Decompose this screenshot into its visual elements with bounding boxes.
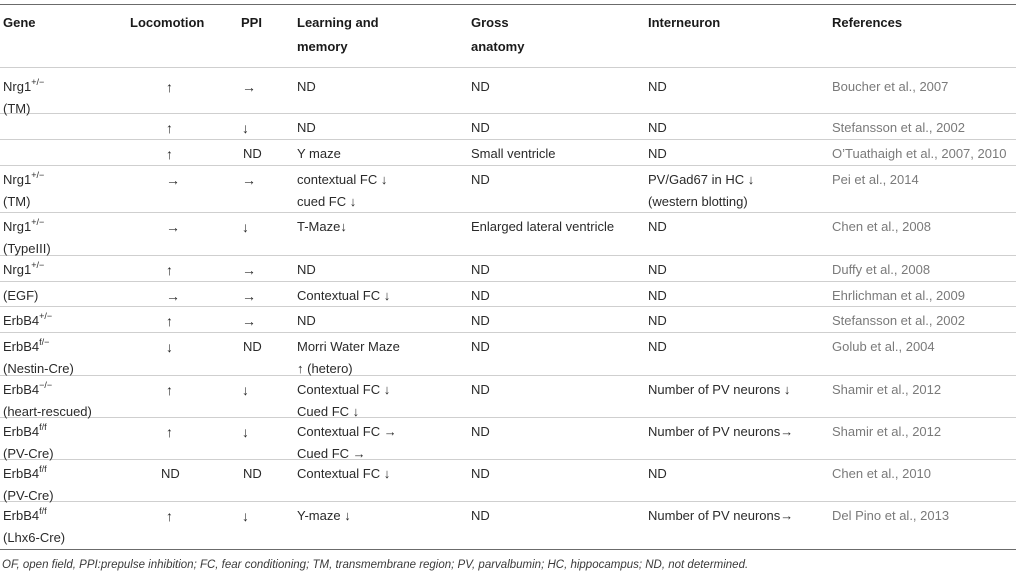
gene-base: Nrg1 <box>3 172 32 187</box>
learning-memory-cell <box>297 259 316 281</box>
gene-variant: (PV-Cre) <box>3 488 54 503</box>
interneuron-line1: PV/Gad67 in HC ↓ <box>648 172 755 187</box>
gene-variant: (TypeIII) <box>3 241 51 256</box>
ppi-value: ND <box>243 466 262 481</box>
locomotion-value: → <box>166 288 180 304</box>
gene-genotype: +/− <box>39 310 53 321</box>
gene-variant: (Lhx6-Cre) <box>3 530 66 545</box>
interneuron-line2: (western blotting) <box>648 194 748 209</box>
gene-variant: (TM) <box>3 101 31 116</box>
gross-anatomy-value: Small ventricle <box>471 146 556 161</box>
gross-anatomy-value: ND <box>471 120 490 135</box>
gene-cell <box>3 463 54 507</box>
gene-cell <box>3 169 44 213</box>
header-gene: Gene <box>3 15 36 30</box>
gene-name <box>3 379 92 401</box>
header-gross-anatomy <box>471 11 524 59</box>
header-gross-line1: Gross <box>471 15 509 30</box>
header-learning <box>297 11 379 59</box>
gene-genotype: +/− <box>31 259 45 270</box>
header-locomotion: Locomotion <box>130 15 205 30</box>
gross-anatomy-value: ND <box>471 466 490 481</box>
interneuron-cell <box>648 379 790 401</box>
gross-anatomy-value: ND <box>471 79 490 94</box>
gene-name <box>3 463 54 485</box>
gene-base: ErbB4 <box>3 382 40 397</box>
locomotion-value: ↑ <box>166 79 173 95</box>
gene-cell <box>3 379 92 423</box>
gross-anatomy-value: ND <box>471 288 490 303</box>
gene-name <box>3 169 44 191</box>
ppi-value: ↓ <box>242 508 249 524</box>
reference-value: Chen et al., 2008 <box>832 219 932 234</box>
reference-value: Chen et al., 2010 <box>832 466 932 481</box>
interneuron-cell <box>648 169 754 213</box>
locomotion-value: → <box>166 172 180 188</box>
gene-name <box>3 336 74 358</box>
learning-memory-line1: T-Maze↓ <box>297 219 347 234</box>
gene-cell <box>3 216 51 260</box>
learning-memory-line1: Y-maze ↓ <box>297 508 351 523</box>
row-divider <box>0 501 1016 502</box>
learning-memory-line2: ↑ (hetero) <box>297 361 353 376</box>
gene-base: ErbB4 <box>3 339 40 354</box>
gene-cell <box>3 421 54 465</box>
gene-cell <box>3 76 44 120</box>
gross-anatomy-value: ND <box>471 313 490 328</box>
interneuron-line1: ND <box>648 262 667 277</box>
interneuron-line1: Number of PV neurons ↓ <box>648 382 791 397</box>
gene-name <box>3 310 52 332</box>
gross-anatomy-value: ND <box>471 382 490 397</box>
ppi-value: → <box>242 288 256 304</box>
learning-memory-line1: Contextual FC → <box>297 424 397 439</box>
gene-base: Nrg1 <box>3 219 32 234</box>
learning-memory-cell <box>297 463 390 485</box>
locomotion-value: ↓ <box>166 339 173 355</box>
locomotion-value: ND <box>161 466 180 481</box>
row-divider <box>0 255 1016 256</box>
table-top-rule <box>0 4 1016 5</box>
gene-genotype: +/− <box>31 76 45 87</box>
interneuron-line1: ND <box>648 288 667 303</box>
gene-base: ErbB4 <box>3 508 40 523</box>
gene-name <box>3 76 44 98</box>
gene-base: Nrg1 <box>3 79 32 94</box>
gene-variant: (Nestin-Cre) <box>3 361 74 376</box>
learning-memory-cell <box>297 285 390 307</box>
gene-genotype: +/− <box>31 169 45 180</box>
row-divider <box>0 459 1016 460</box>
gene-genotype: f/− <box>39 336 50 347</box>
interneuron-cell <box>648 259 667 281</box>
row-divider <box>0 212 1016 213</box>
ppi-value: → <box>242 79 256 95</box>
row-divider <box>0 332 1016 333</box>
ppi-value: → <box>242 262 256 278</box>
learning-memory-line1: contextual FC ↓ <box>297 172 388 187</box>
gene-genotype: f/f <box>39 505 47 516</box>
reference-value: Shamir et al., 2012 <box>832 424 942 439</box>
gene-base: (EGF) <box>3 288 39 303</box>
row-divider <box>0 139 1016 140</box>
ppi-value: → <box>242 172 256 188</box>
gross-anatomy-value: ND <box>471 508 490 523</box>
reference-value: Duffy et al., 2008 <box>832 262 931 277</box>
gene-cell <box>3 336 74 380</box>
learning-memory-line1: Contextual FC ↓ <box>297 288 391 303</box>
reference-value: Boucher et al., 2007 <box>832 79 949 94</box>
interneuron-line1: Number of PV neurons→ <box>648 424 794 439</box>
row-divider <box>0 375 1016 376</box>
learning-memory-cell <box>297 169 387 213</box>
gene-base: Nrg1 <box>3 262 32 277</box>
gene-name <box>3 505 65 527</box>
gene-name <box>3 421 54 443</box>
interneuron-line1: ND <box>648 219 667 234</box>
learning-memory-cell <box>297 310 316 332</box>
ppi-value: ↓ <box>242 219 249 235</box>
locomotion-value: ↑ <box>166 120 173 136</box>
gene-genotype: f/f <box>39 421 47 432</box>
learning-memory-line2: cued FC ↓ <box>297 194 357 209</box>
ppi-value: ↓ <box>242 424 249 440</box>
gene-cell <box>3 285 38 307</box>
learning-memory-cell <box>297 505 351 527</box>
row-divider <box>0 113 1016 114</box>
learning-memory-line2: Cued FC ↓ <box>297 404 360 419</box>
reference-value: Pei et al., 2014 <box>832 172 919 187</box>
reference-value: Shamir et al., 2012 <box>832 382 942 397</box>
locomotion-value: → <box>166 219 180 235</box>
interneuron-cell <box>648 336 667 358</box>
row-divider <box>0 281 1016 282</box>
header-bottom-rule <box>0 67 1016 68</box>
interneuron-cell <box>648 505 793 527</box>
learning-memory-line1: ND <box>297 120 316 135</box>
interneuron-cell <box>648 76 667 98</box>
interneuron-cell <box>648 310 667 332</box>
ppi-value: ↓ <box>242 120 249 136</box>
interneuron-cell <box>648 143 667 165</box>
header-ppi: PPI <box>241 15 262 30</box>
reference-value: Stefansson et al., 2002 <box>832 313 965 328</box>
gene-name <box>3 259 44 281</box>
ppi-value: ND <box>243 146 262 161</box>
learning-memory-line2: Cued FC → <box>297 446 366 461</box>
learning-memory-cell <box>297 216 347 238</box>
reference-value: Stefansson et al., 2002 <box>832 120 965 135</box>
gross-anatomy-value: ND <box>471 172 490 187</box>
gene-cell <box>3 505 65 549</box>
row-divider <box>0 165 1016 166</box>
gene-name <box>3 285 38 307</box>
interneuron-line1: ND <box>648 120 667 135</box>
interneuron-line1: ND <box>648 79 667 94</box>
learning-memory-cell <box>297 117 316 139</box>
gene-cell <box>3 310 52 332</box>
header-learning-line2: memory <box>297 39 348 54</box>
gross-anatomy-value: ND <box>471 339 490 354</box>
gene-base: ErbB4 <box>3 313 40 328</box>
interneuron-cell <box>648 421 793 443</box>
locomotion-value: ↑ <box>166 382 173 398</box>
header-gross-line2: anatomy <box>471 39 525 54</box>
gene-variant: (PV-Cre) <box>3 446 54 461</box>
gene-name <box>3 216 51 238</box>
reference-value: Ehrlichman et al., 2009 <box>832 288 965 303</box>
header-references: References <box>832 15 903 30</box>
learning-memory-cell <box>297 143 341 165</box>
table-footnote: OF, open field, PPI:prepulse inhibition; FC, fear conditioning; TM, transmembrane region; PV, parvalbumin; HC, hippocampus; ND, not determined. <box>2 559 749 571</box>
reference-value: Del Pino et al., 2013 <box>832 508 950 523</box>
interneuron-line1: ND <box>648 313 667 328</box>
header-learning-line1: Learning and <box>297 15 379 30</box>
gene-genotype: −/− <box>39 379 53 390</box>
reference-value: Golub et al., 2004 <box>832 339 935 354</box>
learning-memory-cell <box>297 421 397 465</box>
locomotion-value: ↑ <box>166 424 173 440</box>
interneuron-cell <box>648 463 667 485</box>
learning-memory-cell <box>297 76 316 98</box>
interneuron-line1: ND <box>648 339 667 354</box>
learning-memory-line1: Morri Water Maze <box>297 339 400 354</box>
locomotion-value: ↑ <box>166 262 173 278</box>
table-bottom-rule <box>0 549 1016 550</box>
gross-anatomy-value: ND <box>471 424 490 439</box>
interneuron-line1: ND <box>648 466 667 481</box>
gene-cell <box>3 259 44 281</box>
learning-memory-line1: ND <box>297 313 316 328</box>
header-interneuron: Interneuron <box>648 15 721 30</box>
row-divider <box>0 417 1016 418</box>
ppi-value: ↓ <box>242 382 249 398</box>
learning-memory-cell <box>297 336 400 380</box>
gene-genotype: +/− <box>31 216 45 227</box>
gene-base: ErbB4 <box>3 424 40 439</box>
learning-memory-line1: Contextual FC ↓ <box>297 466 391 481</box>
ppi-value: → <box>242 313 256 329</box>
gene-variant: (heart-rescued) <box>3 404 92 419</box>
learning-memory-line1: ND <box>297 79 316 94</box>
gene-base: ErbB4 <box>3 466 40 481</box>
learning-memory-line1: Y maze <box>297 146 341 161</box>
interneuron-cell <box>648 117 667 139</box>
gross-anatomy-value: ND <box>471 262 490 277</box>
gene-variant: (TM) <box>3 194 31 209</box>
interneuron-line1: Number of PV neurons→ <box>648 508 794 523</box>
learning-memory-line1: ND <box>297 262 316 277</box>
gross-anatomy-value: Enlarged lateral ventricle <box>471 219 615 234</box>
locomotion-value: ↑ <box>166 313 173 329</box>
ppi-value: ND <box>243 339 262 354</box>
learning-memory-line1: Contextual FC ↓ <box>297 382 391 397</box>
reference-value: O’Tuathaigh et al., 2007, 2010 <box>832 146 1007 161</box>
locomotion-value: ↑ <box>166 508 173 524</box>
gene-genotype: f/f <box>39 463 47 474</box>
interneuron-cell <box>648 216 667 238</box>
interneuron-line1: ND <box>648 146 667 161</box>
locomotion-value: ↑ <box>166 146 173 162</box>
learning-memory-cell <box>297 379 390 423</box>
interneuron-cell <box>648 285 667 307</box>
